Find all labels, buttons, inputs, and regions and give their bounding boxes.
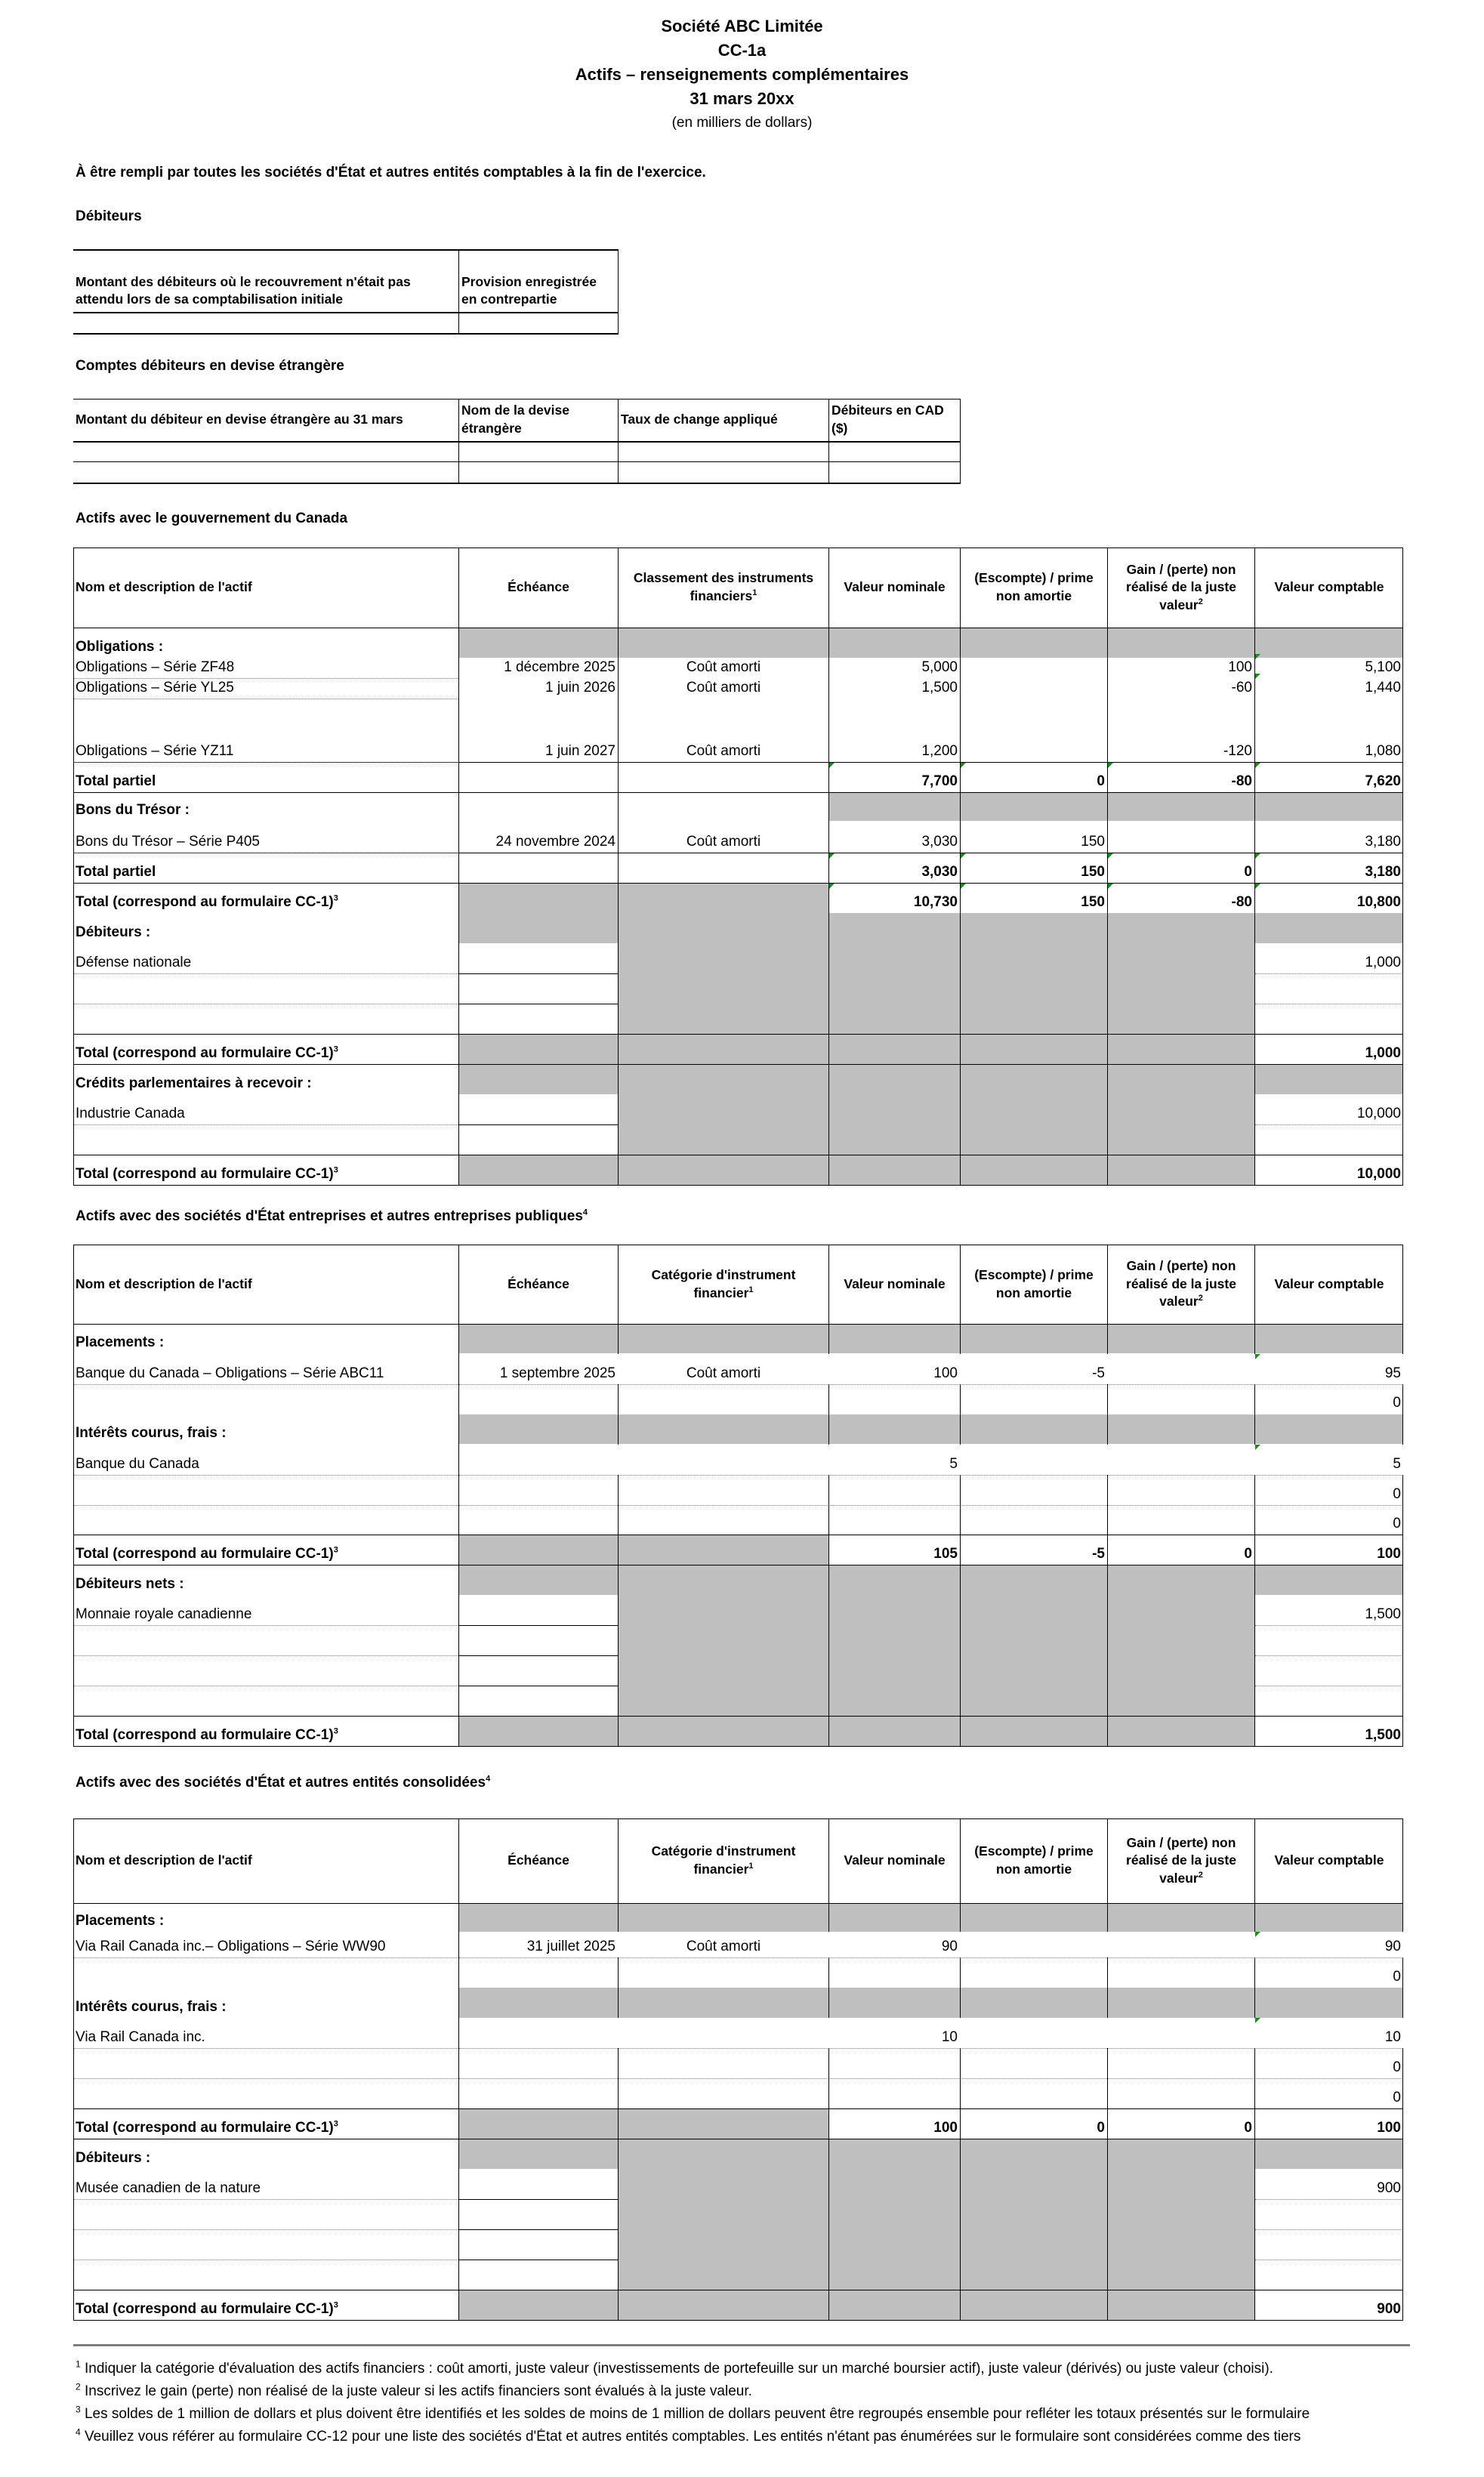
total-label: Total (correspond au formulaire CC-1)$^3$ bbox=[76, 1726, 338, 1744]
book-value: 1,500 bbox=[1365, 1606, 1401, 1623]
book-value: 5 bbox=[1393, 1456, 1401, 1473]
group-placements: Placements : bbox=[76, 1334, 165, 1351]
asset-name: Via Rail Canada inc.– Obligations – Série WW90 bbox=[76, 1939, 386, 1955]
total-book: 1,000 bbox=[1365, 1045, 1401, 1062]
cell-note-marker bbox=[829, 763, 835, 768]
header-debiteurs-montant: Montant des débiteurs où le recouvrement n'était pas attendu lors de sa comptabilisation initiale bbox=[76, 273, 411, 307]
total-book: 100 bbox=[1377, 1546, 1401, 1562]
book-value: 0 bbox=[1393, 2090, 1401, 2106]
nominal-value: 90 bbox=[941, 1939, 958, 1955]
shade bbox=[829, 1034, 1254, 1064]
total-label: Total (correspond au formulaire CC-1)$^3$ bbox=[76, 893, 338, 911]
classification: Coût amorti bbox=[686, 1365, 761, 1382]
subtotal-escompte: 0 bbox=[1097, 773, 1105, 790]
classification: Coût amorti bbox=[686, 834, 761, 850]
shade bbox=[619, 1094, 1254, 1155]
subtotal-nominal: 7,700 bbox=[921, 773, 958, 790]
cell-note-marker bbox=[1255, 884, 1260, 889]
header-echeance: Échéance bbox=[508, 579, 569, 595]
intro-text: À être rempli par toutes les sociétés d'État et autres entités comptables à la fin de l'exercice. bbox=[76, 165, 706, 180]
book-value: 0 bbox=[1393, 1969, 1401, 1985]
total-nominal: 10,730 bbox=[913, 894, 958, 911]
asset-name: Industrie Canada bbox=[76, 1106, 185, 1122]
total-escompte: -5 bbox=[1092, 1546, 1105, 1562]
total-book: 10,000 bbox=[1356, 1166, 1401, 1183]
footnote-divider bbox=[73, 2344, 1410, 2346]
shade bbox=[459, 1565, 1403, 1595]
group-debiteurs: Débiteurs : bbox=[76, 924, 151, 941]
book-value: 1,080 bbox=[1365, 743, 1401, 760]
shade bbox=[829, 792, 1403, 821]
book-value: 90 bbox=[1384, 1939, 1401, 1955]
subtotal-escompte: 150 bbox=[1081, 864, 1105, 881]
report-date: 31 mars 20xx bbox=[690, 89, 794, 108]
cell-note-marker bbox=[961, 884, 966, 889]
escompte-value: -5 bbox=[1092, 1365, 1105, 1382]
section-title-devise: Comptes débiteurs en devise étrangère bbox=[76, 358, 344, 374]
header-devise-montant: Montant du débiteur en devise étrangère au 31 mars bbox=[76, 412, 403, 427]
header-escompte: (Escompte) / prime non amortie bbox=[974, 1266, 1094, 1300]
header-echeance: Échéance bbox=[508, 1852, 569, 1868]
asset-name: Monnaie royale canadienne bbox=[76, 1606, 252, 1623]
total-gain: 0 bbox=[1244, 2120, 1252, 2136]
asset-name: Obligations – Série YZ11 bbox=[76, 743, 234, 760]
header-devise-taux: Taux de change appliqué bbox=[621, 412, 778, 427]
cell-note-marker bbox=[1108, 884, 1113, 889]
header-devise-cad: Débiteurs en CAD ($) bbox=[831, 403, 944, 436]
total-book: 100 bbox=[1377, 2120, 1401, 2136]
cell-note-marker bbox=[1255, 674, 1260, 679]
shade bbox=[459, 1324, 1403, 1353]
group-interets: Intérêts courus, frais : bbox=[76, 1999, 227, 2016]
escompte-value: 150 bbox=[1081, 834, 1105, 850]
maturity: 24 novembre 2024 bbox=[495, 834, 616, 850]
total-label: Total (correspond au formulaire CC-1)$^3$ bbox=[76, 2119, 338, 2136]
input-debiteurs-provision[interactable] bbox=[459, 313, 618, 333]
shade bbox=[1255, 628, 1403, 658]
header-categorie: Catégorie d'instrument financier$^1$ bbox=[651, 1266, 796, 1300]
header-escompte: (Escompte) / prime non amortie bbox=[974, 570, 1094, 603]
cell-note-marker bbox=[1255, 1445, 1260, 1450]
asset-name: Obligations – Série ZF48 bbox=[76, 659, 235, 676]
group-credits: Crédits parlementaires à recevoir : bbox=[76, 1075, 312, 1092]
book-value: 10,000 bbox=[1356, 1106, 1401, 1122]
cell-note-marker bbox=[829, 884, 835, 889]
section-title-consolidees: Actifs avec des sociétés d'État et autres entités consolidées$^4$ bbox=[76, 1774, 491, 1791]
total-nominal: 105 bbox=[933, 1546, 958, 1562]
footnote-1: $^1$ Indiquer la catégorie d'évaluation des actifs financiers : coût amorti, juste valeur (investissements de portefeuille sur un marché boursier actif), juste valeur (dérivés) ou juste valeur (choisi). bbox=[76, 2358, 1273, 2377]
subtotal-label: Total partiel bbox=[76, 864, 156, 881]
header-echeance: Échéance bbox=[508, 1276, 569, 1291]
subtotal-nominal: 3,030 bbox=[921, 864, 958, 881]
shade bbox=[619, 913, 1403, 943]
asset-name: Bons du Trésor – Série P405 bbox=[76, 834, 260, 850]
asset-name: Défense nationale bbox=[76, 955, 192, 971]
nominal-value: 5 bbox=[949, 1456, 958, 1473]
footnote-4: $^4$ Veuillez vous référer au formulaire CC-12 pour une liste des sociétés d'État et autres entités comptables. Les entités n'étant pas énumérées sur le formulaire sont considérées comme des tiers bbox=[76, 2429, 1301, 2445]
cell-note-marker bbox=[1255, 1354, 1260, 1359]
shade bbox=[459, 1903, 1403, 1932]
book-value: 1,440 bbox=[1365, 680, 1401, 696]
shade bbox=[619, 628, 828, 658]
maturity: 1 juin 2026 bbox=[545, 680, 616, 696]
cell-note-marker bbox=[1255, 2018, 1260, 2023]
shade bbox=[459, 1064, 1403, 1094]
shade bbox=[961, 628, 1107, 658]
classification: Coût amorti bbox=[686, 659, 761, 676]
classification: Coût amorti bbox=[686, 680, 761, 696]
gain-value: -60 bbox=[1231, 680, 1252, 696]
asset-name: Banque du Canada bbox=[76, 1456, 199, 1473]
shade bbox=[459, 1034, 828, 1064]
book-value: 0 bbox=[1393, 1516, 1401, 1532]
footnote-2: $^2$ Inscrivez le gain (perte) non réalisé de la juste valeur si les actifs financiers sont évalués à la juste valeur. bbox=[76, 2381, 752, 2399]
header-classement: Classement des instruments financiers$^1$ bbox=[633, 570, 814, 603]
gain-value: 100 bbox=[1228, 659, 1252, 676]
total-escompte: 150 bbox=[1081, 894, 1105, 911]
input-debiteurs-montant[interactable] bbox=[73, 313, 458, 333]
group-debiteurs-nets: Débiteurs nets : bbox=[76, 1576, 184, 1593]
header-nominale: Valeur nominale bbox=[844, 579, 946, 595]
asset-name: Musée canadien de la nature bbox=[76, 2180, 261, 2197]
units-note: (en milliers de dollars) bbox=[671, 115, 813, 131]
cell-note-marker bbox=[1255, 654, 1260, 659]
shade bbox=[829, 1155, 1254, 1185]
total-label: Total (correspond au formulaire CC-1)$^3$ bbox=[76, 2300, 338, 2318]
book-value: 10 bbox=[1384, 2029, 1401, 2046]
total-label: Total (correspond au formulaire CC-1)$^3$ bbox=[76, 1545, 338, 1562]
footnote-3: $^3$ Les soldes de 1 million de dollars et plus doivent être identifiés et les soldes de moins de 1 million de dollars peuvent être regroupés ensemble pour refléter les totaux présentés sur le formulaire bbox=[76, 2406, 1310, 2422]
maturity: 1 septembre 2025 bbox=[499, 1365, 616, 1382]
group-placements: Placements : bbox=[76, 1913, 165, 1929]
header-comptable: Valeur comptable bbox=[1274, 579, 1384, 595]
shade bbox=[619, 943, 1254, 1034]
shade bbox=[459, 913, 618, 943]
asset-name: Banque du Canada – Obligations – Série ABC11 bbox=[76, 1365, 384, 1382]
header-nom: Nom et description de l'actif bbox=[76, 1276, 252, 1291]
maturity: 31 juillet 2025 bbox=[526, 1939, 616, 1955]
book-value: 3,180 bbox=[1365, 834, 1401, 850]
total-escompte: 0 bbox=[1097, 2120, 1105, 2136]
shade bbox=[459, 1716, 1254, 1746]
book-value: 1,000 bbox=[1365, 955, 1401, 971]
nominal-value: 100 bbox=[933, 1365, 958, 1382]
cell-note-marker bbox=[961, 853, 966, 859]
nominal-value: 1,200 bbox=[921, 743, 958, 760]
header-categorie: Catégorie d'instrument financier$^1$ bbox=[651, 1843, 796, 1877]
total-book: 900 bbox=[1377, 2301, 1401, 2318]
total-nominal: 100 bbox=[933, 2120, 958, 2136]
total-book: 1,500 bbox=[1365, 1727, 1401, 1744]
cell-note-marker bbox=[1255, 1932, 1260, 1937]
group-obligations: Obligations : bbox=[76, 639, 164, 655]
input-devise-row2[interactable] bbox=[73, 462, 458, 483]
subtotal-book: 3,180 bbox=[1365, 864, 1401, 881]
shade bbox=[1108, 628, 1254, 658]
shade bbox=[619, 1595, 1254, 1716]
cell-note-marker bbox=[1108, 853, 1113, 859]
company-name: Société ABC Limitée bbox=[661, 17, 823, 35]
total-gain: 0 bbox=[1244, 1546, 1252, 1562]
section-title-gouvernement: Actifs avec le gouvernement du Canada bbox=[76, 511, 348, 526]
group-bons: Bons du Trésor : bbox=[76, 802, 190, 819]
asset-name: Obligations – Série YL25 bbox=[76, 680, 234, 696]
page-title: Actifs – renseignements complémentaires bbox=[575, 65, 909, 84]
header-gain: Gain / (perte) non réalisé de la juste valeur$^2$ bbox=[1126, 561, 1236, 612]
header-nominale: Valeur nominale bbox=[844, 1852, 946, 1868]
cell-note-marker bbox=[1108, 763, 1113, 768]
classification: Coût amorti bbox=[686, 743, 761, 760]
shade bbox=[459, 628, 618, 658]
total-label: Total (correspond au formulaire CC-1)$^3$ bbox=[76, 1044, 338, 1062]
header-escompte: (Escompte) / prime non amortie bbox=[974, 1843, 1094, 1877]
shade bbox=[459, 2290, 1254, 2320]
book-value: 0 bbox=[1393, 1395, 1401, 1411]
nominal-value: 3,030 bbox=[921, 834, 958, 850]
nominal-value: 1,500 bbox=[921, 680, 958, 696]
header-gain: Gain / (perte) non réalisé de la juste valeur$^2$ bbox=[1126, 1834, 1236, 1886]
nominal-value: 10 bbox=[941, 2029, 958, 2046]
subtotal-label: Total partiel bbox=[76, 773, 156, 790]
header-devise-nom: Nom de la devise étrangère bbox=[461, 403, 569, 436]
shade bbox=[459, 1535, 828, 1565]
maturity: 1 juin 2027 bbox=[545, 743, 616, 760]
shade bbox=[619, 883, 828, 913]
maturity: 1 décembre 2025 bbox=[504, 659, 616, 676]
book-value: 900 bbox=[1377, 2180, 1401, 2197]
group-debiteurs: Débiteurs : bbox=[76, 2150, 151, 2167]
shade bbox=[459, 1414, 1403, 1444]
header-comptable: Valeur comptable bbox=[1274, 1276, 1384, 1291]
cell-note-marker bbox=[829, 853, 835, 859]
subtotal-book: 7,620 bbox=[1365, 773, 1401, 790]
book-value: 95 bbox=[1384, 1365, 1401, 1382]
cell-note-marker bbox=[961, 763, 966, 768]
shade bbox=[829, 628, 960, 658]
asset-name: Via Rail Canada inc. bbox=[76, 2029, 205, 2046]
header-gain: Gain / (perte) non réalisé de la juste valeur$^2$ bbox=[1126, 1258, 1236, 1309]
header-nom: Nom et description de l'actif bbox=[76, 1852, 252, 1868]
header-nominale: Valeur nominale bbox=[844, 1276, 946, 1291]
cell-note-marker bbox=[1255, 853, 1260, 859]
shade bbox=[459, 1988, 1403, 2018]
shade bbox=[459, 2139, 1403, 2169]
group-interets: Intérêts courus, frais : bbox=[76, 1425, 227, 1442]
total-label: Total (correspond au formulaire CC-1)$^3$ bbox=[76, 1165, 338, 1183]
section-title-entreprises: Actifs avec des sociétés d'État entreprises et autres entreprises publiques$^4$ bbox=[76, 1208, 588, 1224]
section-title-debiteurs: Débiteurs bbox=[76, 208, 142, 224]
book-value: 0 bbox=[1393, 2059, 1401, 2076]
classification: Coût amorti bbox=[686, 1939, 761, 1955]
header-nom: Nom et description de l'actif bbox=[76, 579, 252, 595]
input-devise-row1[interactable] bbox=[73, 443, 458, 461]
total-gain: -80 bbox=[1231, 894, 1252, 911]
book-value: 0 bbox=[1393, 1486, 1401, 1503]
gain-value: -120 bbox=[1223, 743, 1252, 760]
subtotal-gain: -80 bbox=[1231, 773, 1252, 790]
book-value: 5,100 bbox=[1365, 659, 1401, 676]
nominal-value: 5,000 bbox=[921, 659, 958, 676]
form-code: CC-1a bbox=[717, 41, 767, 60]
subtotal-gain: 0 bbox=[1244, 864, 1252, 881]
header-comptable: Valeur comptable bbox=[1274, 1852, 1384, 1868]
header-debiteurs-provision: Provision enregistrée en contrepartie bbox=[461, 273, 597, 307]
shade bbox=[459, 883, 618, 913]
cell-note-marker bbox=[1255, 763, 1260, 768]
shade bbox=[459, 2108, 828, 2139]
shade bbox=[619, 2169, 1254, 2290]
shade bbox=[459, 1155, 828, 1185]
total-book: 10,800 bbox=[1356, 894, 1401, 911]
